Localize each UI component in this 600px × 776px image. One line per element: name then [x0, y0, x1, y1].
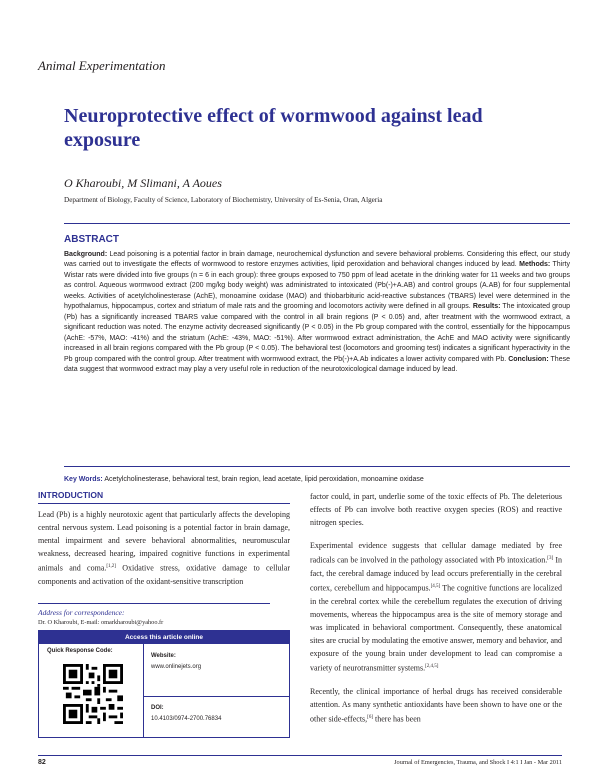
- footer-rule: [38, 755, 562, 756]
- conclusion-text: These data suggest that wormwood extract may play a very useful role in reduction of the neurotoxicological damage induced by lead.: [64, 355, 570, 373]
- access-heading: Access this article online: [39, 631, 289, 644]
- methods-label: Methods:: [519, 261, 551, 269]
- qr-label: Quick Response Code:: [47, 648, 113, 654]
- keywords: [64, 476, 570, 483]
- correspondence-block: [38, 603, 270, 626]
- keywords-text: Acetylcholinesterase, behavioral test, brain region, lead acetate, lipid peroxidation, monoamine oxidase: [102, 476, 424, 483]
- left-column: [38, 508, 290, 598]
- doi-label: DOI:: [151, 705, 164, 711]
- right-column: [310, 490, 562, 735]
- journal-citation: Journal of Emergencies, Trauma, and Shock I 4:1 I Jan - Mar 2011: [394, 759, 562, 766]
- website-label: Website:: [151, 653, 176, 659]
- access-divider-horizontal: [144, 696, 289, 697]
- correspondence-heading: Address for correspondence:: [38, 608, 125, 617]
- results-text: The intoxicated group (Pb) has a significantly increased TBARS value compared with the control in all brain regions (P < 0.05) and, after treatment with the wormwood extract, a significant reduction was noted. The enzyme activity decreased significantly (P < 0.05) in the Pb group compared with the control, essentially for the hippocampus (AchE: -57%, MAO: -41%) and the striatum (AchE: -43%, MAO: -51%). After wormwood extract administration, the AchE and MAO activity were significantly increased in all brain regions compared with the Pb group (P < 0.05). The behavioral test (locomotors and grooming test) indicates a significant hyperactivity in the Pb group compared with the control group. After treatment with wormwood extract, the Pb(-)+A.Ab indicates a lower activity compared with Pb.: [64, 303, 571, 363]
- background-label: Background:: [64, 251, 108, 258]
- abstract-bottom-rule: [64, 466, 570, 467]
- right-paragraph-1: factor could, in part, underlie some of the toxic effects of Pb. The deleterious effects of Pb can involve both reactive oxygen species (ROS) and reactive nitrogen species.: [310, 492, 562, 528]
- article-title: Neuroprotective effect of wormwood against lead exposure: [64, 105, 483, 151]
- intro-paragraph-1: Lead (Pb) is a highly neurotoxic agent that particularly affects the developing central nervous system. Lead poisoning is a potential factor in brain damage, mental impairment and severe behavioral abnormalities, neuromuscular weakness, decreased hearing, impaired cognitive functions in experimental animals and coma.[1,2] Oxidative stress, oxidative damage to cellular components and activation of the oxidant-sensitive transcription: [38, 510, 290, 586]
- correspondence-text: Dr. O Kharoubi, E-mail: omarkharoubi@yahoo.fr: [38, 619, 164, 626]
- abstract-heading: ABSTRACT: [64, 234, 119, 245]
- access-divider-vertical: [143, 644, 144, 738]
- right-paragraph-2: Experimental evidence suggests that cellular damage mediated by free radicals can be involved in the pathology associated with Pb intoxication.[3] In fact, the cerebral damage induced by lead occurs preferentially in the cerebral cortex, cerebellum and hippocampus.[4,5] The cognitive functions are localized in the cerebral cortex while the cerebellum regulates the execution of driving movements, whereas the hippocampus area is the site of memory storage and was implicated in behavioral comportment. Consequently, these anatomical sites are crucial by modulating the emotive answer, memory and behavior, and exposure of the young brain under development to lead can compromise a variety of neurotransmitter systems.[2,4,5]: [310, 541, 562, 673]
- methods-text: Thirty Wistar rats were divided into five groups (n = 6 in each group): three groups exposed to 750 ppm of lead acetate in the drinking water for 11 weeks and two groups as control. Aqueous wormwood extract (200 mg/kg body weight) was administrated to intoxicated (Pb(-)+A.AB) and control groups (A.AB) for four supplemental weeks. Activities of acetylcholinesterase (AchE), monoamine oxidase (MAO) and thiobarbituric acid-reactive substances (TBARS) level were determined in the hypothalamus, hippocampus, cortex and striatum of male rats and the grooming and locomotors activity were defined in all groups.: [64, 261, 570, 311]
- introduction-rule: [38, 503, 290, 504]
- authors: O Kharoubi, M Slimani, A Aoues: [64, 176, 222, 190]
- affiliation: Department of Biology, Faculty of Science, Laboratory of Biochemistry, University of Es-Senia, Oran, Algeria: [64, 196, 383, 204]
- introduction-heading: INTRODUCTION: [38, 490, 104, 500]
- results-label: Results:: [472, 303, 501, 311]
- doi-link[interactable]: 10.4103/0974-2700.76834: [151, 716, 222, 722]
- abstract-text: [64, 250, 570, 375]
- conclusion-label: Conclusion:: [508, 355, 549, 363]
- background-text: Lead poisoning is a potential factor in brain damage, neurochemical dysfunction and severe behavioral problems. Considering this effect, our study was carried out to investigate the effects of wormwood to restore enzymes activities, lipid peroxidation and behavioral changes induced by lead.: [64, 251, 570, 269]
- website-link[interactable]: www.onlinejets.org: [151, 664, 202, 670]
- section-label: Animal Experimentation: [38, 58, 166, 73]
- abstract-top-rule: [64, 223, 570, 224]
- keywords-label: Key Words:: [64, 476, 103, 483]
- page-number: 82: [38, 759, 46, 766]
- right-paragraph-3: Recently, the clinical importance of herbal drugs has received considerable attention. As many synthetic antioxidants have been shown to have one or the other side-effects,[6] there has been: [310, 686, 562, 724]
- access-box: [38, 630, 290, 738]
- qr-code-icon: [63, 664, 123, 724]
